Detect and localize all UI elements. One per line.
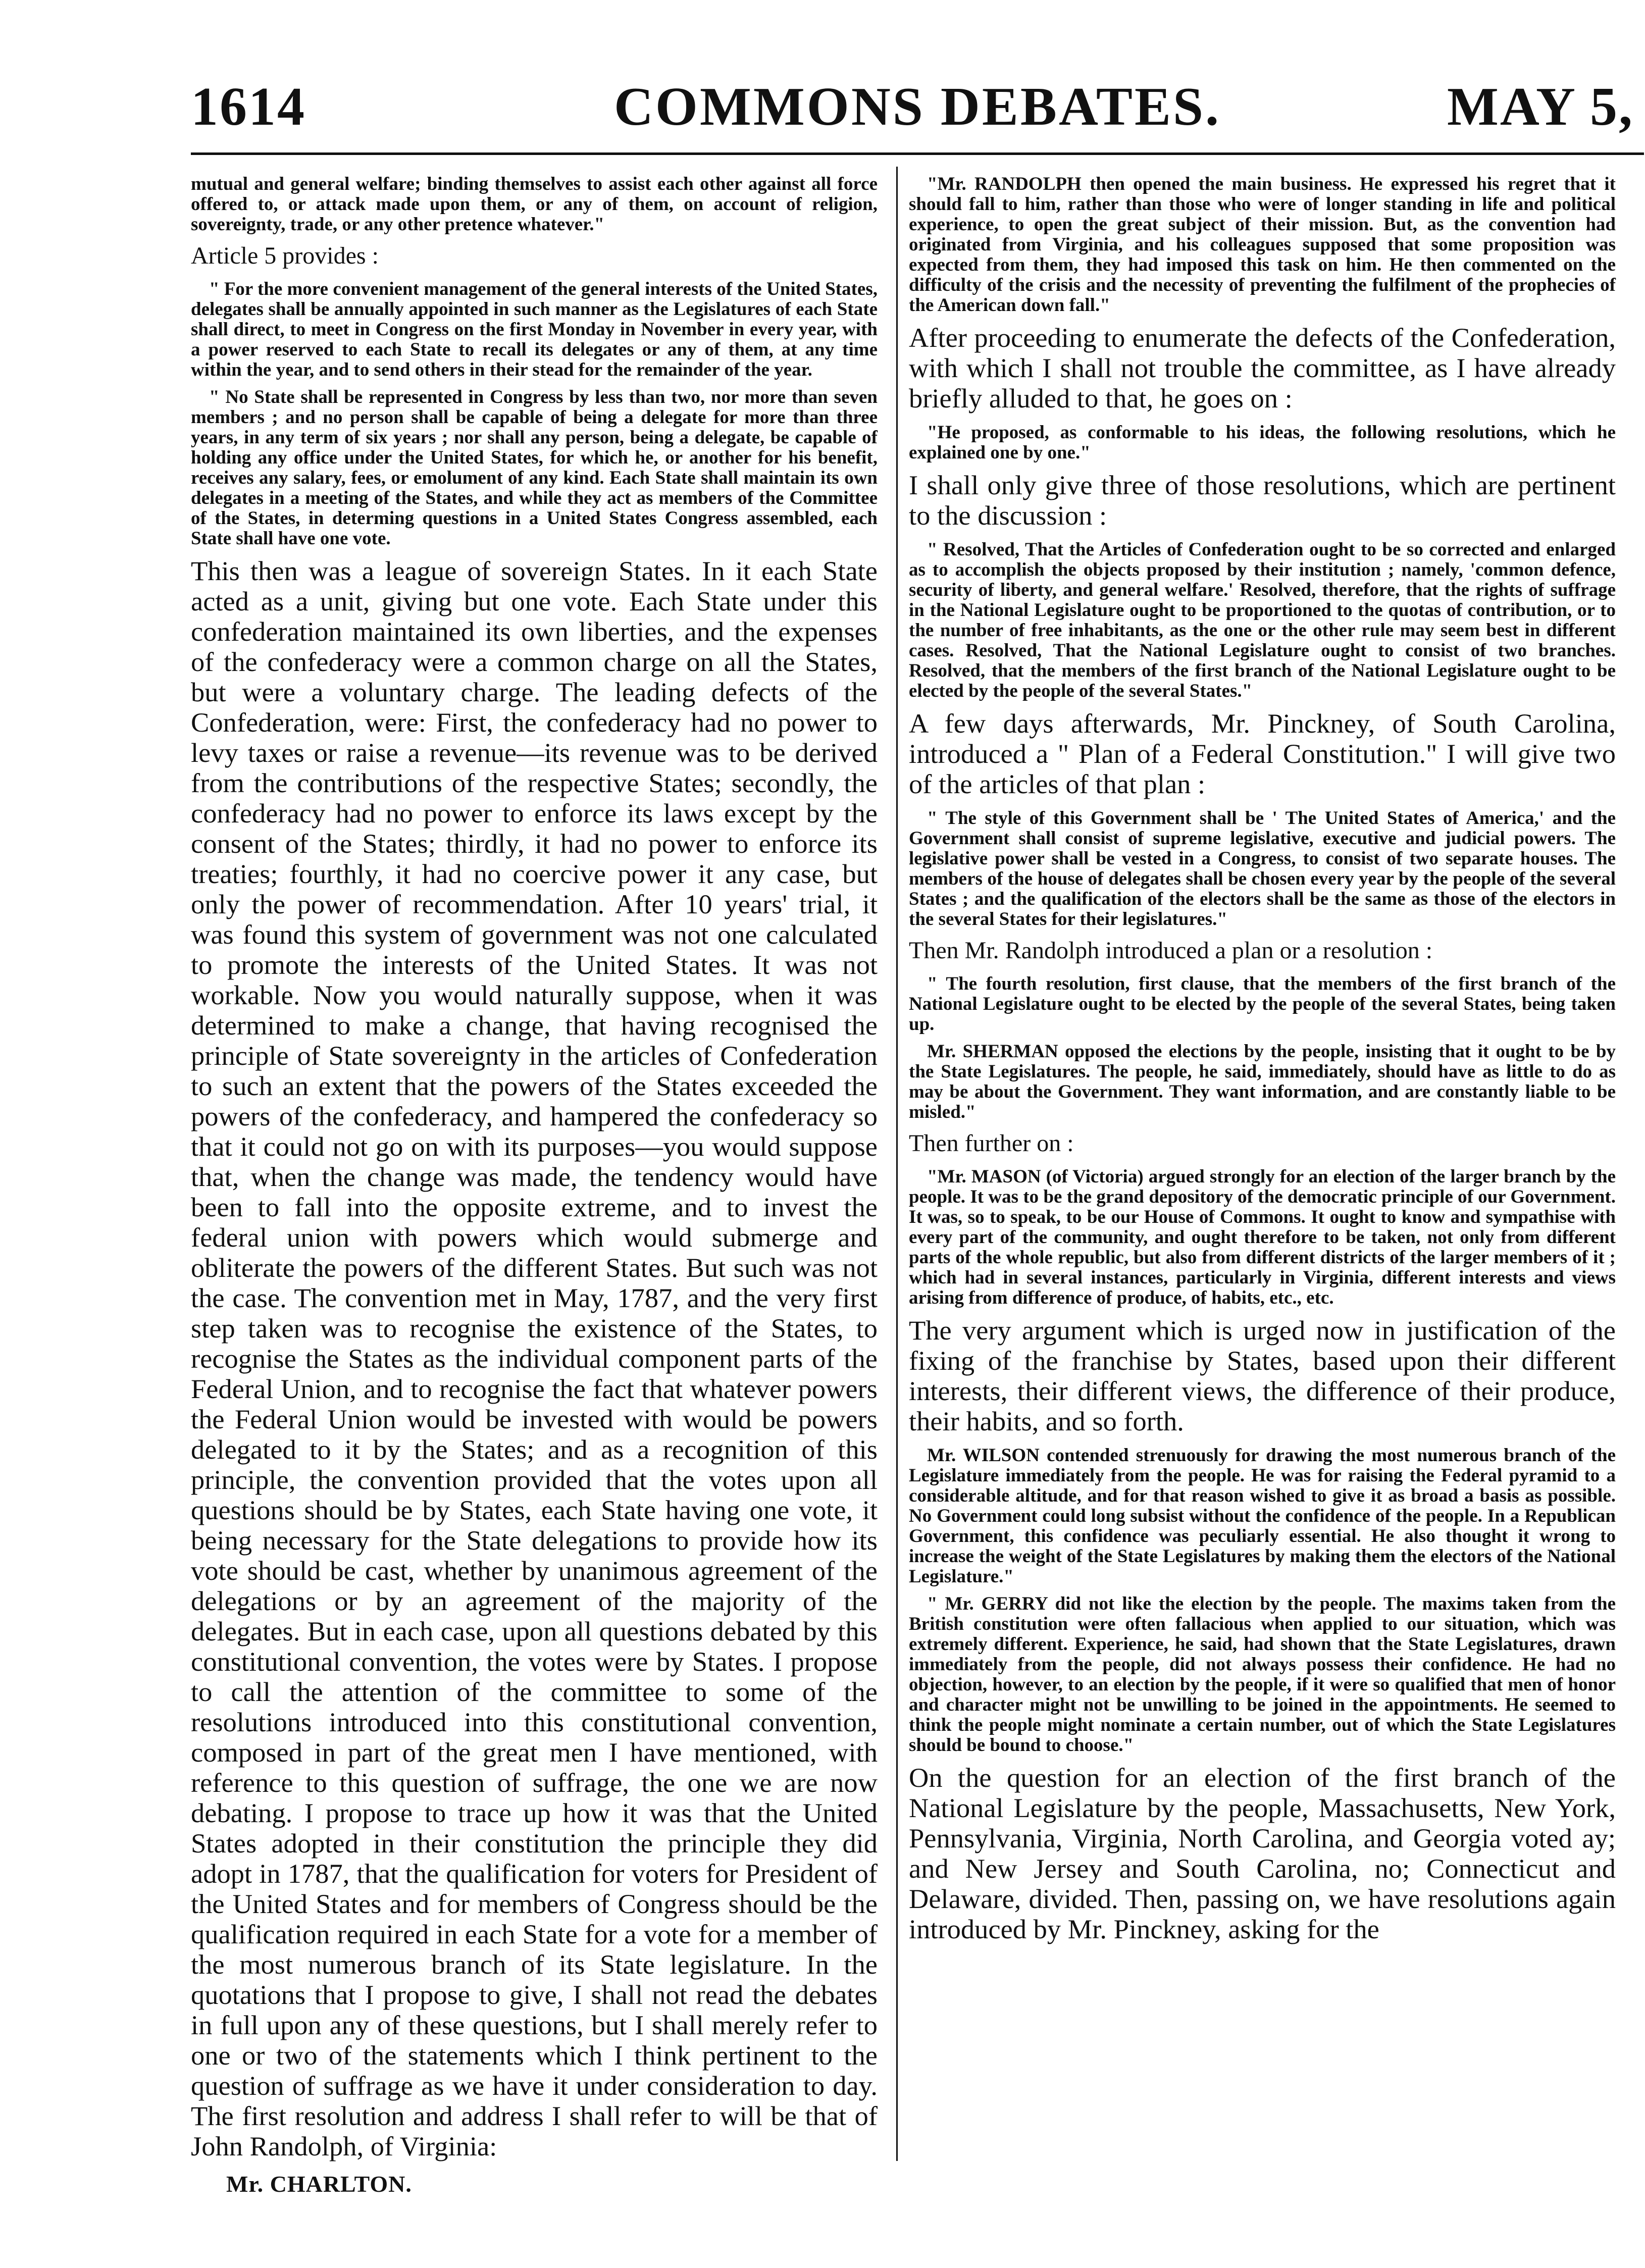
body-paragraph: This then was a league of sovereign States. In it each State acted as a unit, giving but one vote. Each State under this confederation maintained its own liberties, and the expenses of the confederacy were a common charge on all the States, but were a voluntary charge. The leading defects of the Confederation, were: First, the confederacy had no power to levy taxes or raise a revenue—its revenue was to be derived from the contributions of the respective States; secondly, the confederacy had no power to enforce its laws except by the consent of the States; thirdly, it had no power to enforce its treaties; fourthly, it had no coercive power it any case, but only the power of recommendation. After 10 years' trial, it was found this system of government was not one calculated to promote the interests of the United States. It was not workable. Now you would naturally suppose, when it was determined to make a change, that having recognised the principle of State sovereignty in the articles of Confederation to such an extent that the powers of the States exceeded the powers of the confederacy, and hampered the confederacy so that it could not go on with its purposes—you would suppose that, when the change was made, the tendency would have been to fall into the opposite extreme, and to invest the federal union with powers which would submerge and obliterate the powers of the different States. But such was not the case. The convention met in May, 1787, and the very first step taken was to recognise the existence of the States, to recognise the States as the individual component parts of the Federal Union, and to recognise the fact that whatever powers the Federal Union would be invested with would be powers delegated to it by the States; and as a recognition of this principle, the convention provided that the votes upon all questions should be by States, each State having one vote, it being necessary for the State delegations to provide how its vote should be cast, whether by unanimous agreement of the delegations or by an agreement of the majority of the delegates. But in each case, upon all questions debated by this constitutional convention, the votes were by States. I propose to call the attention of the committee to some of the resolutions introduced into this constitutional convention, composed in part of the great men I have mentioned, with reference to this question of suffrage, the one we are now debating. I propose to trace up how it was that the United States adopted in their constitution the principle they did adopt in 1787, that the qualification for voters for President of the United States and for members of Congress should be the qualification required in each State for a vote for a member of the most numerous branch of its State legislature. In the quotations that I propose to give, I shall not read the debates in full upon any of these questions, but I shall merely refer to one or two of the statements which I think pertinent to the question of suffrage as we have it under consideration to day. The first resolution and address I shall refer to will be that of John Randolph, of Virginia:: [191, 555, 878, 2161]
speaker-signature: Mr. CHARLTON.: [226, 2171, 412, 2197]
quote-paragraph: " No State shall be represented in Congress by less than two, nor more than seven members ; and no person shall be capable of being a delegate for more than three years, in any term of six years ; nor shall any person, being a delegate, be capable of holding any office under the United States, for which he, or another for his benefit, receives any salary, fees, or emolument of any kind. Each State shall maintain its own delegates in a meeting of the States, and while they act as members of the Committee of the States, in determing questions in a United States Congress assembled, each State shall have one vote.: [191, 387, 878, 549]
body-paragraph: A few days afterwards, Mr. Pinckney, of South Carolina, introduced a " Plan of a Federal Constitution." I will give two of the articles of that plan :: [909, 708, 1616, 799]
body-paragraph: After proceeding to enumerate the defects of the Confederation, with which I shall not trouble the committee, as I have already briefly alluded to that, he goes on :: [909, 322, 1616, 414]
page-header: [191, 76, 1644, 146]
page-title: COMMONS DEBATES.: [613, 77, 1221, 137]
quote-paragraph: " For the more convenient management of the general interests of the United States, delegates shall be annually appointed in such manner as the Legislatures of each State shall direct, to meet in Congress on the first Monday in November in every year, with a power reserved to each State to recall its delegates or any of them, at any time within the year, and to send others in their stead for the remainder of the year.: [191, 279, 878, 380]
quote-paragraph: mutual and general welfare; binding themselves to assist each other against all force offered to, or attack made upon them, or any of them, on account of religion, sovereignty, trade, or any other pretence whatever.": [191, 174, 878, 235]
page-number: 1614: [191, 77, 306, 137]
quote-paragraph: " The style of this Government shall be ' The United States of America,' and the Government shall consist of supreme legislative, executive and judicial powers. The legislative power shall be vested in a Congress, to consist of two separate houses. The members of the house of delegates shall be chosen every year by the people of the several States ; and the qualification of the electors shall be the same as those of the electors in the several States for their legislatures.": [909, 808, 1616, 930]
quote-paragraph: " Mr. GERRY did not like the election by the people. The maxims taken from the British constitution were often fallacious when applied to our situation, which was extremely different. Experience, he said, had shown that the State Legislatures, drawn immediately from the people, did not always possess their confidence. He had no objection, however, to an election by the people, if it were so qualified that men of honor and character might not be unwilling to be joined in the appointments. He seemed to think the people might nominate a certain number, out of which the State Legislatures should be bound to choose.": [909, 1593, 1616, 1756]
body-paragraph: Then Mr. Randolph introduced a plan or a resolution :: [909, 937, 1433, 964]
right-column: [909, 174, 1616, 1953]
quote-paragraph: "He proposed, as conformable to his ideas, the following resolutions, which he explained one by one.": [909, 422, 1616, 463]
body-paragraph: The very argument which is urged now in justification of the fixing of the franchise by States, based upon their different interests, their different views, the difference of their produce, their habits, and so forth.: [909, 1315, 1616, 1436]
quote-paragraph: Mr. WILSON contended strenuously for drawing the most numerous branch of the Legislature immediately from the people. He was for raising the Federal pyramid to a considerable altitude, and for that reason wished to give it as broad a basis as possible. No Government could long subsist without the confidence of the people. In a Republican Government, this confidence was peculiarly essential. He also thought it wrong to increase the weight of the State Legislatures by making them the electors of the National Legislature.": [909, 1445, 1616, 1587]
body-paragraph: Article 5 provides :: [191, 242, 379, 269]
quote-paragraph: "Mr. RANDOLPH then opened the main business. He expressed his regret that it should fall to him, rather than those who were of longer standing in life and political experience, to open the great subject of their mission. But, as the convention had originated from Virginia, and his colleagues supposed that some proposition was expected from them, they had imposed this task on him. He then commented on the difficulty of the crisis and the necessity of preventing the fulfilment of the prophecies of the American down fall.": [909, 174, 1616, 316]
body-paragraph: I shall only give three of those resolutions, which are pertinent to the discussion :: [909, 470, 1616, 531]
body-paragraph: On the question for an election of the first branch of the National Legislature by the people, Massachusetts, New York, Pennsylvania, Virginia, North Carolina, and Georgia voted ay; and New Jersey and South Carolina, no; Connecticut and Delaware, divided. Then, passing on, we have resolutions again introduced by Mr. Pinckney, asking for the: [909, 1762, 1616, 1944]
column-divider: [896, 167, 898, 2161]
left-column: [191, 174, 878, 2197]
header-rule: [191, 152, 1644, 155]
quote-paragraph: " The fourth resolution, first clause, that the members of the first branch of the National Legislature ought to be elected by the people of the several States, being taken up.: [909, 973, 1616, 1035]
quote-paragraph: "Mr. MASON (of Victoria) argued strongly for an election of the larger branch by the people. It was to be the grand depository of the democratic principle of our Government. It was, so to speak, to be our House of Commons. It ought to know and sympathise with every part of the community, and ought therefore to be taken, not only from different parts of the whole republic, but also from different districts of the larger members of it ; which had in several instances, particularly in Virginia, different interests and views arising from difference of produce, of habits, etc., etc.: [909, 1166, 1616, 1308]
body-paragraph: Then further on :: [909, 1130, 1074, 1157]
quote-paragraph: " Resolved, That the Articles of Confederation ought to be so corrected and enlarged as to accomplish the objects proposed by their institution ; namely, 'common defence, security of liberty, and general welfare.' Resolved, therefore, that the rights of suffrage in the National Legislature ought to be proportioned to the quotas of contribution, or to the number of free inhabitants, as the one or the other rule may seem best in different cases. Resolved, That the National Legislature ought to consist of two branches. Resolved, that the members of the first branch of the National Legislature ought to be elected by the people of the several States.": [909, 539, 1616, 701]
page-date: MAY 5,: [1447, 77, 1634, 137]
quote-paragraph: Mr. SHERMAN opposed the elections by the people, insisting that it ought to be by the State Legislatures. The people, he said, immediately, should have as little to do as may be about the Government. They want information, and are constantly liable to be misled.": [909, 1041, 1616, 1122]
